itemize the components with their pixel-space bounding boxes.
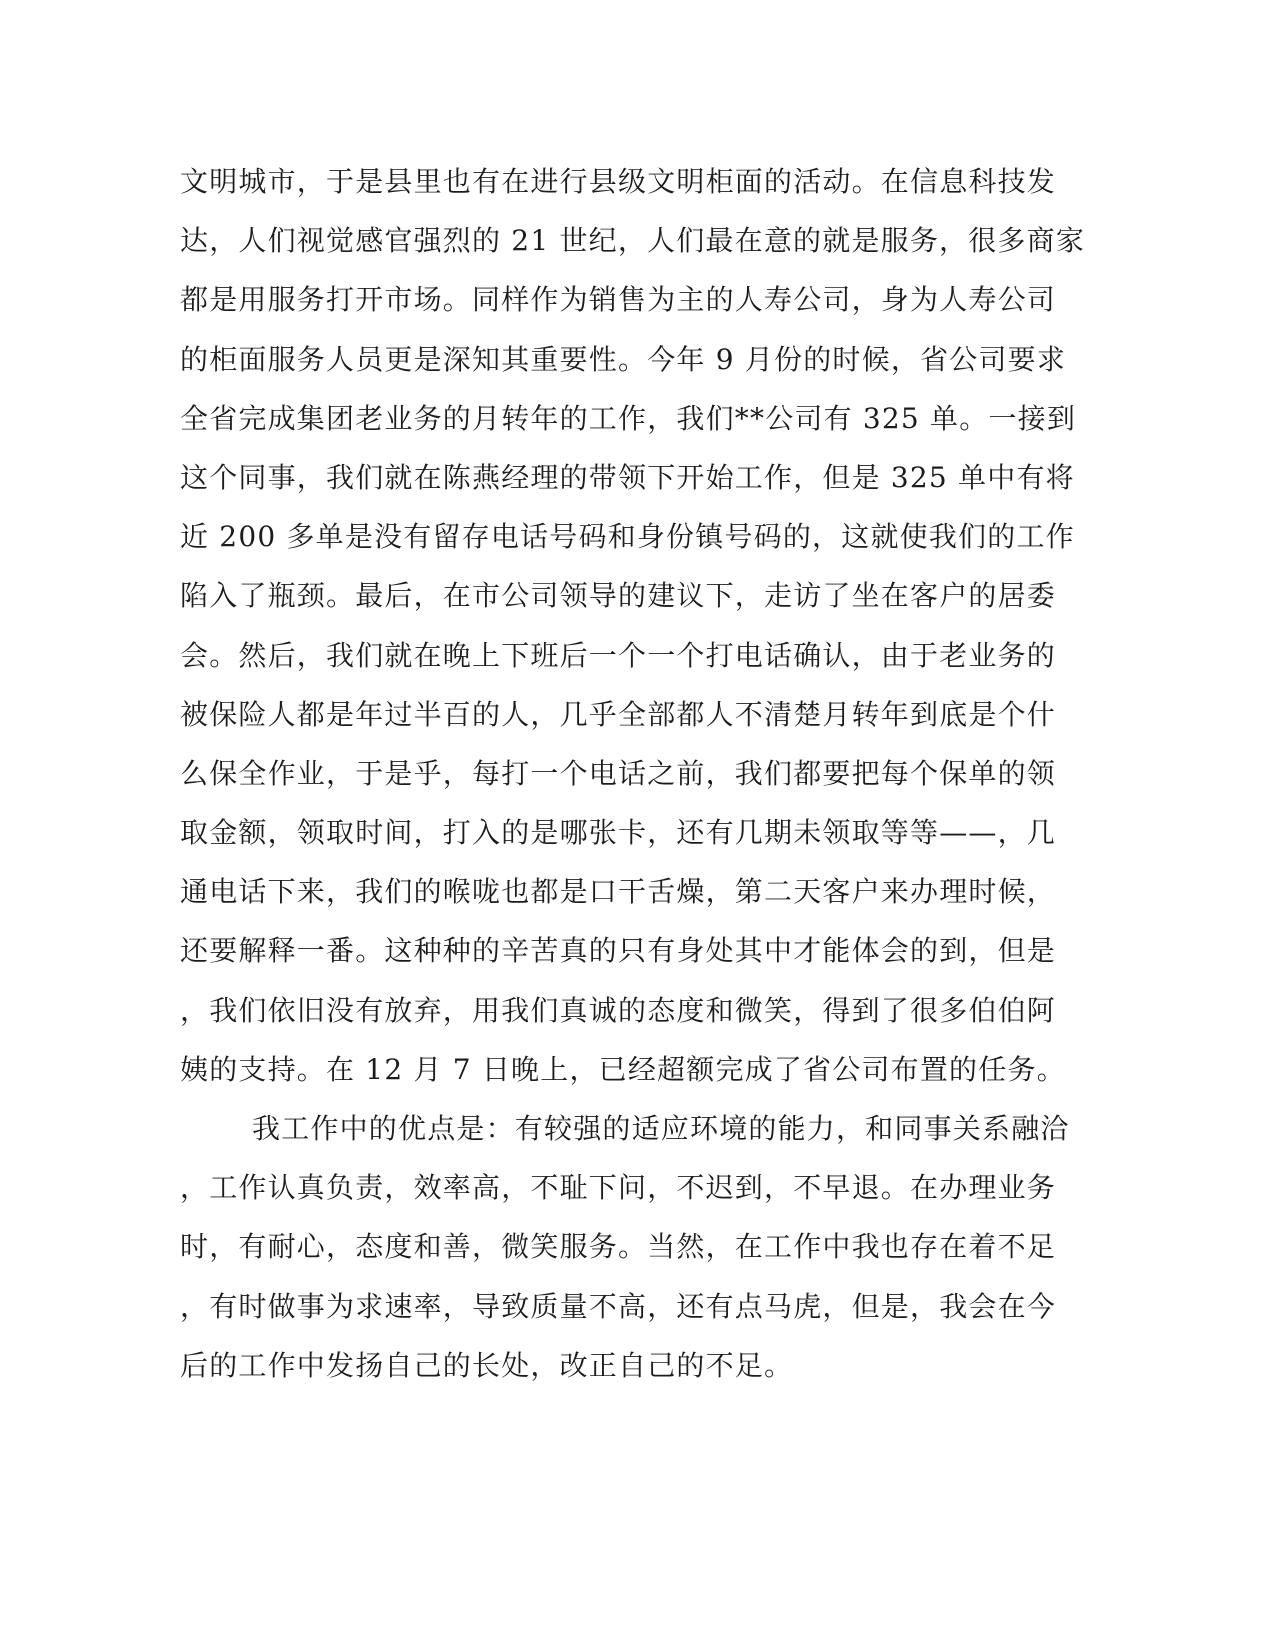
text-line: 姨的支持。在 12 月 7 日晚上，已经超额完成了省公司布置的任务。 (180, 1052, 1066, 1086)
text-line: 陷入了瓶颈。最后，在市公司领导的建议下，走访了坐在客户的居委 (180, 579, 1057, 613)
text-line: 近 200 多单是没有留存电话号码和身份镇号码的，这就使我们的工作 (180, 520, 1075, 554)
body-text (180, 160, 1086, 1403)
paragraph-start-line: 我工作中的优点是：有较强的适应环境的能力，和同事关系融洽 (252, 1112, 1070, 1145)
text-line: ，我们依旧没有放弃，用我们真诚的态度和微笑，得到了很多伯伯阿 (180, 993, 1057, 1027)
text-line: 还要解释一番。这种种的辛苦真的只有身处其中才能体会的到，但是 (180, 934, 1057, 968)
text-line: 达，人们视觉感官强烈的 21 世纪，人们最在意的就是服务，很多商家 (180, 224, 1086, 258)
text-line: 么保全作业，于是乎，每打一个电话之前，我们都要把每个保单的领 (180, 756, 1057, 790)
text-line: 文明城市，于是县里也有在进行县级文明柜面的活动。在信息科技发 (180, 165, 1057, 198)
text-line: 这个同事，我们就在陈燕经理的带领下开始工作，但是 325 单中有将 (180, 460, 1075, 494)
text-line: 被保险人都是年过半百的人，几乎全部都人不清楚月转年到底是个什 (180, 697, 1057, 731)
text-line: 的柜面服务人员更是深知其重要性。今年 9 月份的时候，省公司要求 (180, 342, 1067, 376)
text-line: 全省完成集团老业务的月转年的工作，我们**公司有 325 单。一接到 (180, 401, 1077, 435)
text-line: 都是用服务打开市场。同样作为销售为主的人寿公司，身为人寿公司 (180, 283, 1057, 317)
text-line: 取金额，领取时间，打入的是哪张卡，还有几期未领取等等——，几 (180, 816, 1057, 850)
text-line: ，工作认真负责，效率高，不耻下问，不迟到，不早退。在办理业务 (180, 1171, 1057, 1205)
text-line: 后的工作中发扬自己的长处，改正自己的不足。 (180, 1348, 794, 1382)
text-line: ，有时做事为求速率，导致质量不高，还有点马虎，但是，我会在今 (180, 1289, 1057, 1323)
text-line: 会。然后，我们就在晚上下班后一个一个打电话确认，由于老业务的 (180, 638, 1057, 672)
text-line: 时，有耐心，态度和善，微笑服务。当然，在工作中我也存在着不足 (180, 1230, 1057, 1264)
text-line: 通电话下来，我们的喉咙也都是口干舌燥，第二天客户来办理时候， (180, 875, 1057, 909)
